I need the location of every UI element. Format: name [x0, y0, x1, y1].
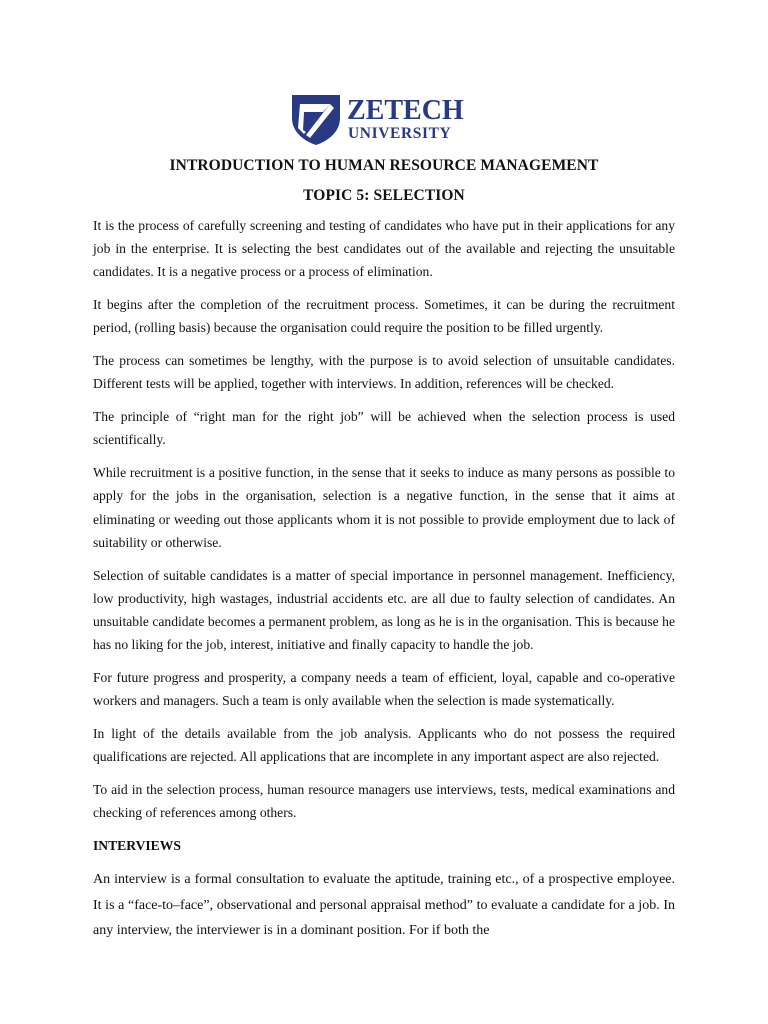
shield-emblem: [292, 95, 340, 145]
logo-wordmark-line1: ZETECH: [347, 95, 464, 126]
document-title: INTRODUCTION TO HUMAN RESOURCE MANAGEMENT: [169, 157, 599, 174]
body-paragraph: It begins after the completion of the recruitment process. Sometimes, it can be during the recruitment period, (rolling basis) because the organisation could require the position to be filled urgently.: [93, 297, 675, 336]
section-heading: INTERVIEWS: [93, 838, 181, 854]
logo-wordmark-line2: UNIVERSITY: [348, 125, 452, 142]
body-paragraph: While recruitment is a positive function, in the sense that it seeks to induce as many persons as possible to apply for the jobs in the organisation, selection is a negative function, in the sense that it aims at eliminating or weeding out those applicants whom it is not possible to provide employment due to lack of suitability or otherwise.: [93, 465, 675, 550]
university-logo: [290, 92, 464, 146]
body-paragraph: The process can sometimes be lengthy, with the purpose is to avoid selection of unsuitable candidates. Different tests will be applied, together with interviews. In addition, references will be checked.: [93, 353, 675, 392]
document-body: [93, 214, 675, 953]
body-paragraph: To aid in the selection process, human resource managers use interviews, tests, medical examinations and checking of references among others.: [93, 782, 675, 821]
body-paragraph: The principle of “right man for the right job” will be achieved when the selection process is used scientifically.: [93, 409, 675, 448]
body-paragraph: Selection of suitable candidates is a matter of special importance in personnel management. Inefficiency, low productivity, high wastages, industrial accidents etc. are all due to faulty selection of candidates. An unsuitable candidate becomes a permanent problem, as long as he is in the organisation. This is because he has no liking for the job, interest, initiative and finally capacity to handle the job.: [93, 567, 675, 653]
body-paragraph: In light of the details available from the job analysis. Applicants who do not possess the required qualifications are rejected. All applications that are incomplete in any important aspect are also rejected.: [93, 726, 675, 765]
body-paragraph: It is the process of carefully screening and testing of candidates who have put in their applications for any job in the enterprise. It is selecting the best candidates out of the available and rejecting the unsuitable candidates. It is a negative process or a process of elimination.: [93, 218, 675, 280]
topic-title: TOPIC 5: SELECTION: [303, 187, 465, 204]
section-paragraph: An interview is a formal consultation to evaluate the aptitude, training etc., of a prospective employee. It is a “face-to–face”, observational and personal appraisal method” to evaluate a candidate for a job. In any interview, the interviewer is in a dominant position. For if both the: [93, 872, 675, 939]
body-paragraph: For future progress and prosperity, a company needs a team of efficient, loyal, capable and co-operative workers and managers. Such a team is only available when the selection is made systematically.: [93, 670, 675, 709]
